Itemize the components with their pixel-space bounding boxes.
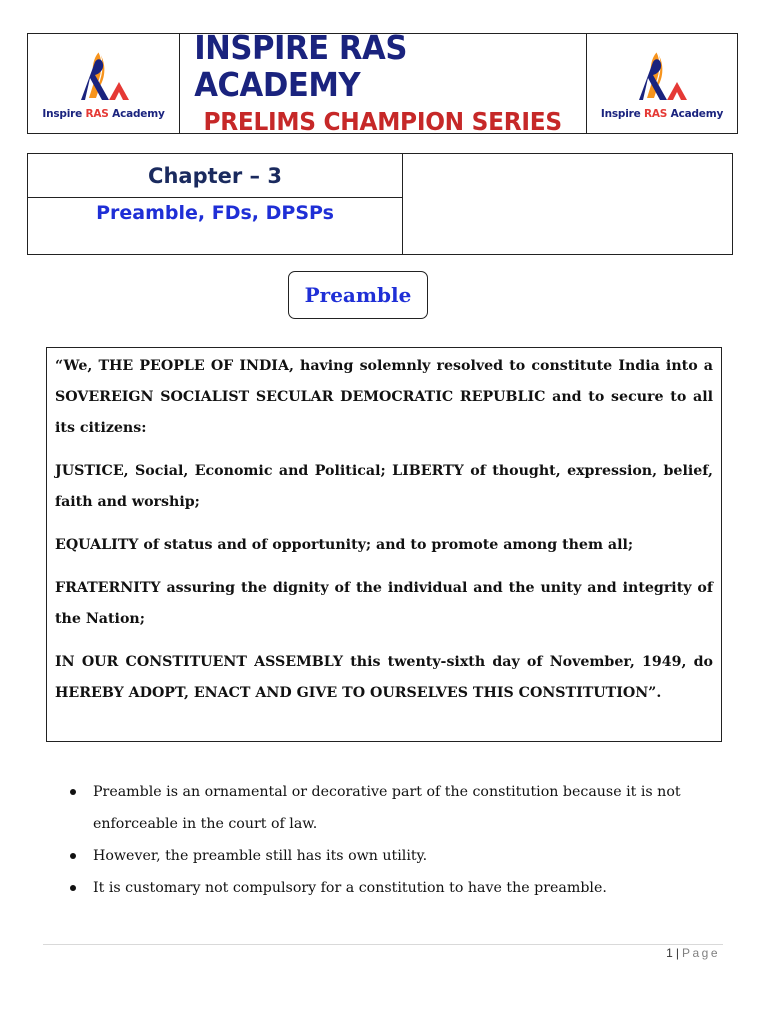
page-number-footer <box>666 946 720 960</box>
chapter-topics: Preamble, FDs, DPSPs <box>96 202 334 224</box>
bullet-text: Preamble is an ornamental or decorative part of the constitution because it is not enforceable in the court of law. <box>93 784 681 832</box>
chapter-number: Chapter – 3 <box>28 154 402 198</box>
page-word: Page <box>681 946 720 960</box>
preamble-paragraph: “We, THE PEOPLE OF INDIA, having solemnly resolved to constitute India into a SOVEREIGN SOCIALIST SECULAR DEMOCRATIC REPUBLIC and to secure to all its citizens: <box>55 358 713 436</box>
header-title-block <box>180 28 586 136</box>
list-item <box>66 840 726 872</box>
academy-title: INSPIRE RAS ACADEMY <box>194 28 407 104</box>
academy-logo-right <box>586 34 737 133</box>
page-separator: | <box>675 946 679 960</box>
preamble-paragraph: JUSTICE, Social, Economic and Political; LIBERTY of thought, expression, belief, faith and worship; <box>55 463 713 510</box>
pen-nib-ra-logo-icon <box>69 48 139 106</box>
bullet-icon <box>70 885 76 891</box>
bullet-icon <box>70 853 76 859</box>
page-number: 1 <box>666 946 673 960</box>
logo-wordmark: Inspire RAS Academy <box>600 107 724 120</box>
chapter-info-cell <box>28 154 403 254</box>
list-item <box>66 776 726 840</box>
logo-wordmark: Inspire RAS Academy <box>42 107 165 120</box>
list-item <box>66 872 726 904</box>
document-header <box>27 28 738 136</box>
footer-divider <box>43 944 723 945</box>
pen-nib-ra-logo-icon <box>627 48 697 106</box>
preamble-text-box <box>46 347 722 742</box>
bullet-text: However, the preamble still has its own utility. <box>93 848 428 864</box>
notes-bullet-list <box>66 776 726 904</box>
chapter-info-table <box>27 153 733 255</box>
series-subtitle: PRELIMS CHAMPION SERIES <box>203 106 563 136</box>
academy-logo-left <box>28 34 180 133</box>
section-heading: Preamble <box>288 271 428 319</box>
preamble-paragraph: IN OUR CONSTITUENT ASSEMBLY this twenty-sixth day of November, 1949, do HEREBY ADOPT, ENACT AND GIVE TO OURSELVES THIS CONSTITUTION”. <box>55 654 713 701</box>
preamble-paragraph: FRATERNITY assuring the dignity of the individual and the unity and integrity of the Nation; <box>55 580 713 627</box>
bullet-icon <box>70 789 76 795</box>
preamble-paragraph: EQUALITY of status and of opportunity; and to promote among them all; <box>55 537 634 553</box>
bullet-text: It is customary not compulsory for a constitution to have the preamble. <box>93 880 607 896</box>
